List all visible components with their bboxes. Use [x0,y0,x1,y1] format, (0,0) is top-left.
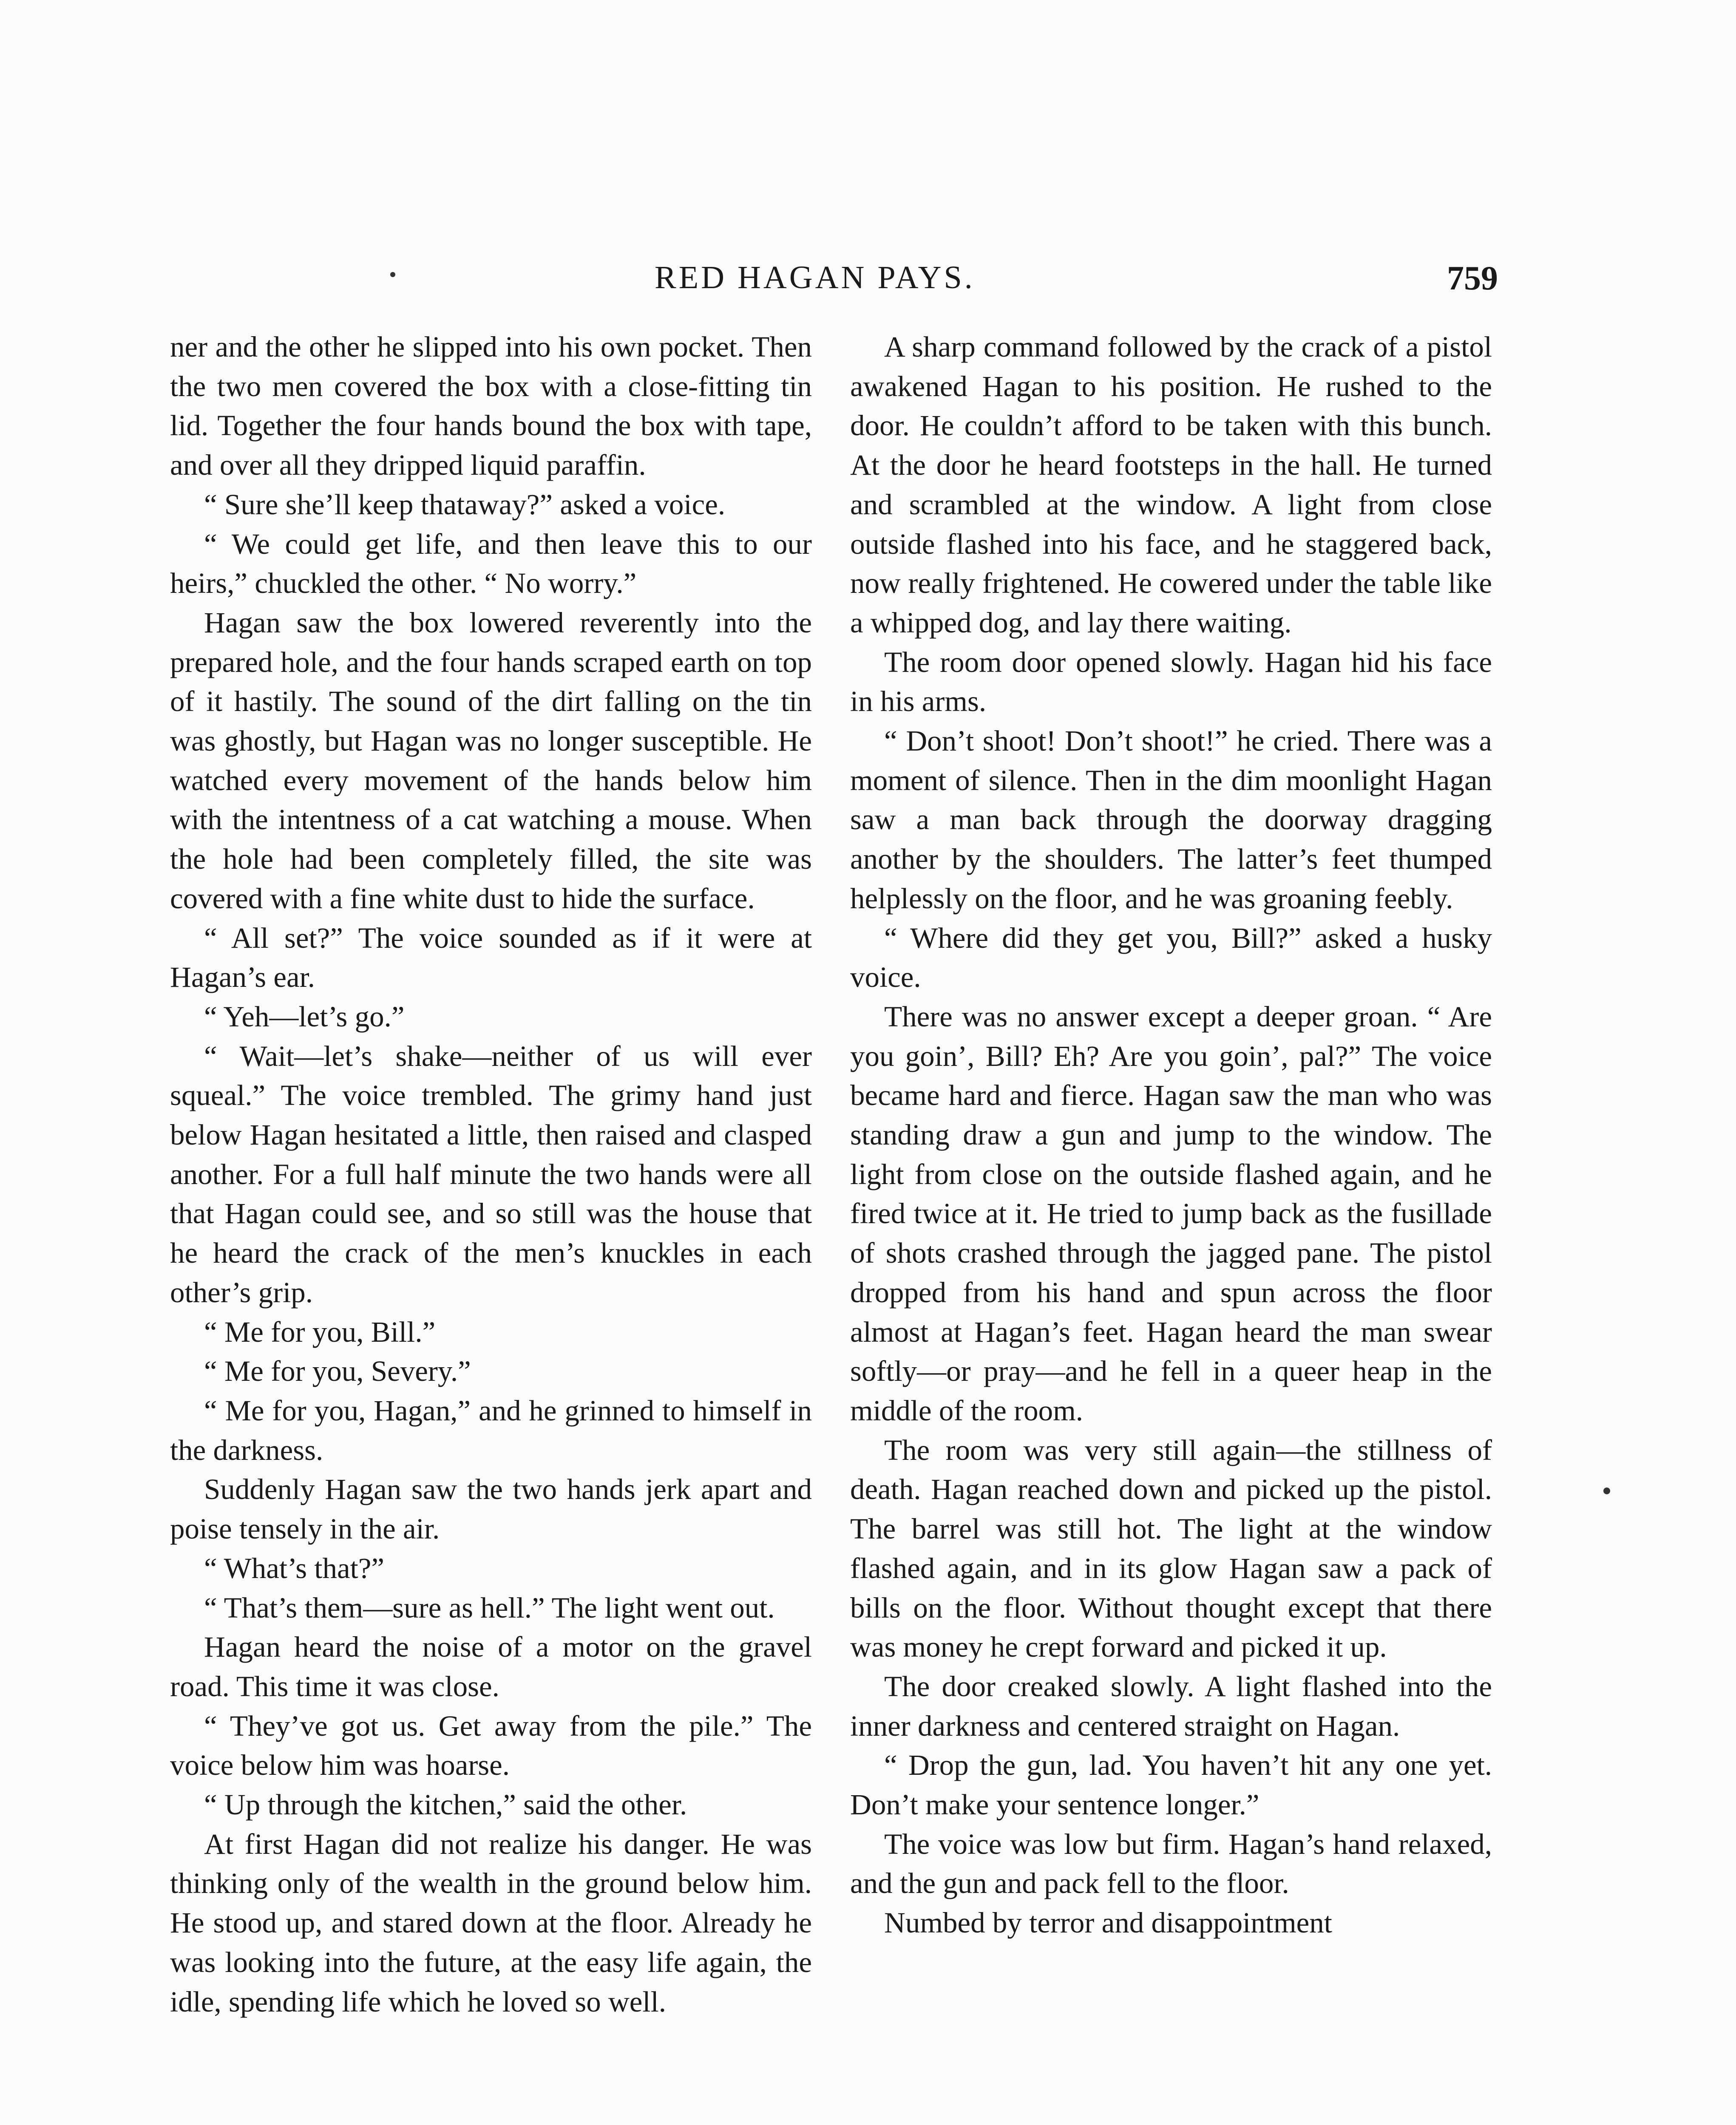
paragraph: “ Where did they get you, Bill?” asked a husky voice. [850,921,1492,994]
paragraph: “ All set?” The voice sounded as if it were at Hagan’s ear. [170,921,812,994]
running-title: RED HAGAN PAYS. [655,260,975,295]
paragraph: The door creaked slowly. A light flashed into the inner darkness and centered straight on Hagan. [850,1670,1492,1742]
page-number: 759 [1447,260,1498,297]
paragraph: “ Wait—let’s shake—neither of us will ever squeal.” The voice trembled. The grimy hand just below Hagan hesitated a little, then raised and clasped another. For a full half minute the two hands were all that Hagan could see, and so still was the house that he heard the crack of the men’s knuckles in each other’s grip. [170,1040,812,1309]
paragraph: “ Me for you, Bill.” [204,1315,436,1348]
paragraph: “ Don’t shoot! Don’t shoot!” he cried. There was a moment of silence. Then in the dim moonlight Hagan saw a man back through the doorway dragging another by the shoulders. The latter’s feet thumped helplessly on the floor, and he was groaning feebly. [850,725,1492,915]
paragraph: “ Yeh—let’s go.” [204,1000,405,1033]
paragraph: ner and the other he slipped into his own pocket. Then the two men covered the box with a close-fitting tin lid. Together the four hands bound the box with tape, and over all they dripped liquid paraffin. [170,331,812,482]
paragraph: “ Me for you, Severy.” [204,1355,471,1388]
paragraph: Suddenly Hagan saw the two hands jerk apart and poise tensely in the air. [170,1473,812,1545]
paragraph: At first Hagan did not realize his danger. He was thinking only of the wealth in the ground below him. He stood up, and stared down at the floor. Already he was looking into the future, at the easy life again, the idle, spending life which he loved so well. [170,1828,812,2018]
paragraph: Hagan saw the box lowered reverently into the prepared hole, and the four hands scraped earth on top of it hastily. The sound of the dirt falling on the tin was ghostly, but Hagan was no longer susceptible. He watched every movement of the hands below him with the intentness of a cat watching a mouse. When the hole had been completely filled, the site was covered with a fine white dust to hide the surface. [170,606,812,915]
print-speck [390,272,395,277]
paragraph: “ What’s that?” [204,1552,385,1584]
print-speck [1603,1488,1610,1494]
right-column [850,327,1492,1943]
paragraph: “ Sure she’ll keep thataway?” asked a voice. [204,488,726,521]
paragraph: Hagan heard the noise of a motor on the gravel road. This time it was close. [170,1631,812,1703]
paragraph: “ Drop the gun, lad. You haven’t hit any one yet. Don’t make your sentence longer.” [850,1749,1492,1821]
paragraph: The voice was low but firm. Hagan’s hand relaxed, and the gun and pack fell to the floor. [850,1828,1492,1900]
left-column [170,327,812,2021]
paragraph: “ We could get life, and then leave this to our heirs,” chuckled the other. “ No worry.” [170,527,812,600]
paragraph: The room was very still again—the stillness of death. Hagan reached down and picked up the pistol. The barrel was still hot. The light at the window flashed again, and in its glow Hagan saw a pack of bills on the floor. Without thought except that there was money he crept forward and picked it up. [850,1434,1492,1663]
paragraph: “ Me for you, Hagan,” and he grinned to himself in the darkness. [170,1394,812,1466]
paragraph: A sharp command followed by the crack of a pistol awakened Hagan to his position. He rushed to the door. He couldn’t afford to be taken with this bunch. At the door he heard footsteps in the hall. He turned and scrambled at the window. A light from close outside flashed into his face, and he staggered back, now really frightened. He cowered under the table like a whipped dog, and lay there waiting. [850,331,1492,639]
paragraph: “ They’ve got us. Get away from the pile.” The voice below him was hoarse. [170,1709,812,1782]
paragraph: “ Up through the kitchen,” said the other. [204,1788,687,1821]
paragraph: There was no answer except a deeper groan. “ Are you goin’, Bill? Eh? Are you goin’, pal?” The voice became hard and fierce. Hagan saw the man who was standing draw a gun and jump to the window. The light from close on the outside flashed again, and he fired twice at it. He tried to jump back as the fusillade of shots crashed through the jagged pane. The pistol dropped from his hand and spun across the floor almost at Hagan’s feet. Hagan heard the man swear softly—or pray—and he fell in a queer heap in the middle of the room. [850,1000,1492,1427]
paragraph: Numbed by terror and disappointment [884,1907,1332,1939]
paragraph: “ That’s them—sure as hell.” The light went out. [204,1591,775,1624]
running-header [0,259,1736,310]
paragraph: The room door opened slowly. Hagan hid his face in his arms. [850,646,1492,718]
